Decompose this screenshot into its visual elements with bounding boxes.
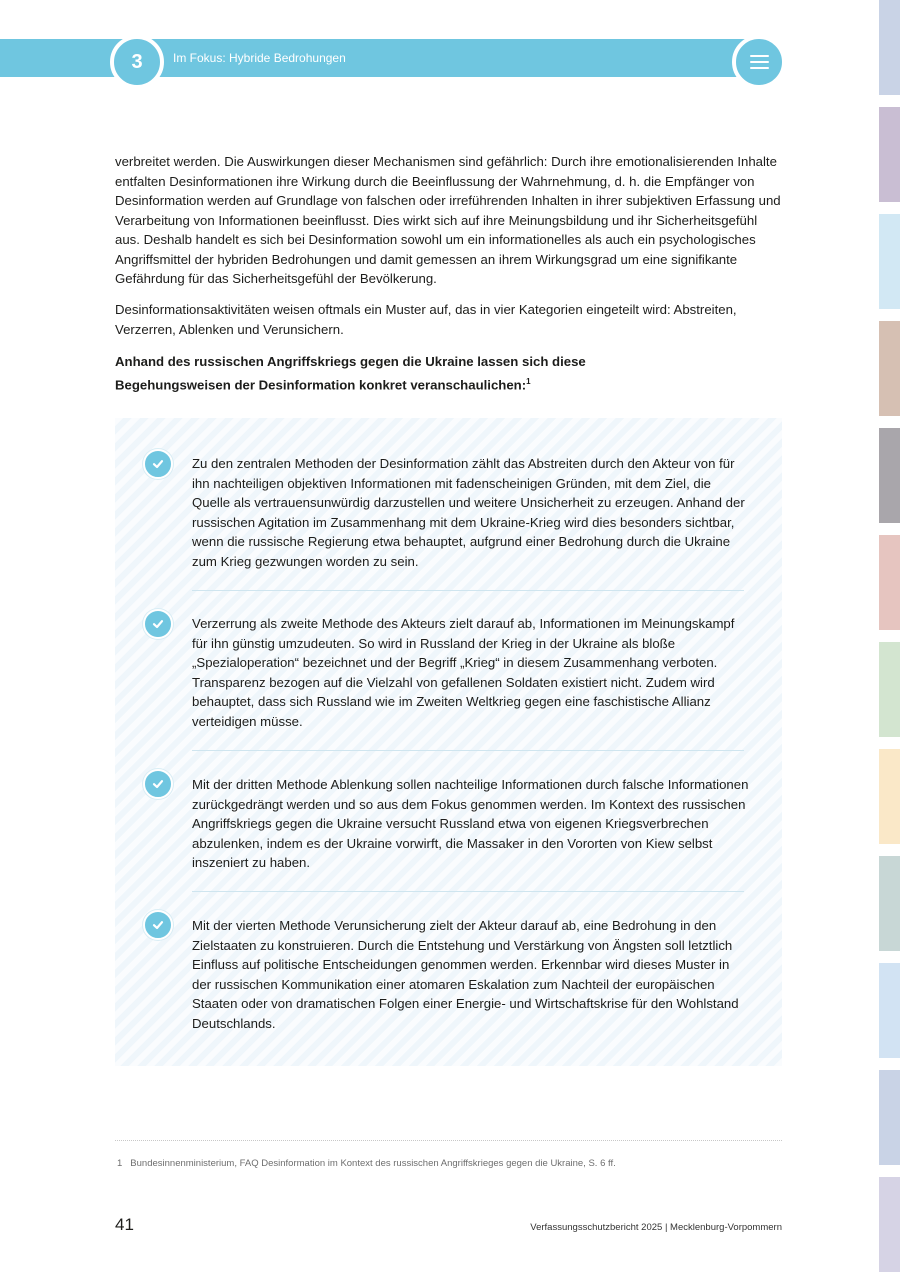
item-divider	[192, 891, 744, 892]
chapter-tab-2[interactable]	[879, 107, 900, 202]
chapter-tab-11[interactable]	[879, 1070, 900, 1165]
footnote-text: Bundesinnenministerium, FAQ Desinformation im Kontext des russischen Angriffskrieges gegen die Ukraine, S. 6 ff.	[130, 1158, 616, 1169]
chapter-number-badge: 3	[110, 35, 164, 89]
chapter-tab-9[interactable]	[879, 856, 900, 951]
chapter-tab-10[interactable]	[879, 963, 900, 1058]
item-divider	[192, 590, 744, 591]
page-number: 41	[115, 1215, 134, 1234]
chapter-tab-4[interactable]	[879, 321, 900, 416]
body-paragraph-1: verbreitet werden. Die Auswirkungen dieser Mechanismen sind gefährlich: Durch ihre emotionalisierenden Inhalte entfalten Desinformationen ihre Wirkung durch die Beeinflussung der Wahrnehmung, d. h. die Empfänger von Desinformation werden auf Grundlage von falschen oder irreführenden Inhalten in ihrer subjektiven Erfassung und Verarbeitung von Informationen beeinflusst. Dies wirkt sich auf ihre Meinungsbildung und ihr Sicherheitsgefühl aus. Deshalb handelt es sich bei Desinformation sowohl um ein informationelles als auch ein psychologisches Angriffsmittel der hybriden Bedrohungen und damit gemessen an ihrem Wirkungsgrad um eine signifikante Gefährdung für das Sicherheitsgefühl der Bevölkerung.	[115, 154, 781, 286]
check-circle-icon	[143, 769, 173, 799]
method-item-abstreiten: Zu den zentralen Methoden der Desinformation zählt das Abstreiten durch den Akteur von für ihn nachteiligen objektiven Informationen mit fadenscheinigen Gründen, mit dem Ziel, die Quelle als vertrauensunwürdig darzustellen und weitere Unsicherheit zu erzeugen. Anhand der russischen Agitation im Zusammenhang mit dem Ukraine-Krieg wird dies besonders sichtbar, wenn die russische Regierung etwa behauptet, aufgrund einer Bedrohung durch die Ukraine zum Krieg gezwungen worden zu sein.	[192, 456, 745, 569]
chapter-tab-6[interactable]	[879, 535, 900, 630]
footnote-number: 1	[117, 1158, 123, 1169]
method-item-verunsichern: Mit der vierten Methode Verunsicherung zielt der Akteur darauf ab, eine Bedrohung in den Zielstaaten zu konstruieren. Durch die Entstehung und Verstärkung von Ängsten soll letztlich Einfluss auf politische Entscheidungen genommen werden. Erkennbar wird dieses Muster in der russischen Kommunikation einer atomaren Eskalation zum Nachteil der europäischen Staaten oder von dramatischen Folgen einer Energie- und Wirtschaftskrise für den Wohlstand Deutschlands.	[192, 918, 739, 1031]
chapter-tab-1[interactable]	[879, 0, 900, 95]
chapter-tab-8[interactable]	[879, 749, 900, 844]
chapter-tab-3[interactable]	[879, 214, 900, 309]
check-circle-icon	[143, 609, 173, 639]
chapter-title: Im Fokus: Hybride Bedrohungen	[173, 51, 346, 65]
check-circle-icon	[143, 449, 173, 479]
chapter-tab-5[interactable]	[879, 428, 900, 523]
chapter-tab-12[interactable]	[879, 1177, 900, 1272]
method-item-verzerren: Verzerrung als zweite Methode des Akteurs zielt darauf ab, Informationen im Meinungskampf für ihn günstig umzudeuten. So wird in Russland der Krieg in der Ukraine als bloße „Spezialoperation“ bezeichnet und der Begriff „Krieg“ in diesem Zusammenhang verboten. Transparenz bezogen auf die Vielzahl von gefallenen Soldaten existiert nicht. Zudem wird behauptet, dass sich Russland wie im Zweiten Weltkrieg gegen eine faschistische Allianz verteidigen müsse.	[192, 616, 735, 729]
body-paragraph-2: Desinformationsaktivitäten weisen oftmals ein Muster auf, das in vier Kategorien eingeteilt wird: Abstreiten, Verzerren, Ablenken und Verunsichern.	[115, 302, 737, 337]
footnote-divider	[115, 1140, 782, 1141]
item-divider	[192, 750, 744, 751]
publication-title: Verfassungsschutzbericht 2025 | Mecklenburg-Vorpommern	[530, 1222, 782, 1233]
lead-heading: Anhand des russischen Angriffskriegs gegen die Ukraine lassen sich diese Begehungsweisen der Desinformation konkret veranschaulichen:$^1$	[115, 354, 586, 392]
menu-button[interactable]	[732, 35, 786, 89]
check-circle-icon	[143, 910, 173, 940]
footnote	[117, 1158, 616, 1169]
footnote-mark[interactable]: 1	[526, 376, 531, 386]
chapter-tab-7[interactable]	[879, 642, 900, 737]
hamburger-icon	[750, 55, 769, 57]
method-item-ablenken: Mit der dritten Methode Ablenkung sollen nachteilige Informationen durch falsche Informationen zurückgedrängt werden und so aus dem Fokus genommen werden. Im Kontext des russischen Angriffskriegs gegen die Ukraine versucht Russland etwa von eigenen Kriegsverbrechen abzulenken, indem es der Ukraine vorwirft, die Massaker in den Vororten von Kiew selbst inszeniert zu haben.	[192, 777, 749, 870]
